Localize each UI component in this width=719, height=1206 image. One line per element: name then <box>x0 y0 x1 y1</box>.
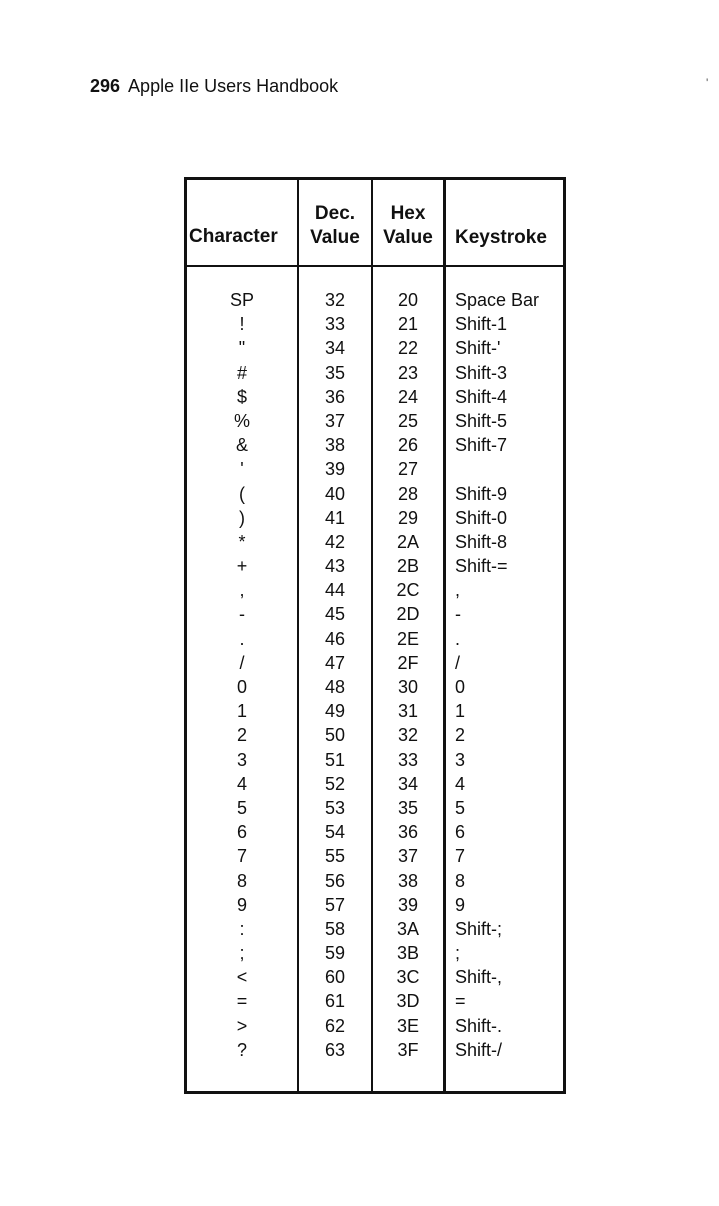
dec-value-cell: 36 <box>324 386 346 407</box>
keystroke-cell: Shift-9 <box>455 483 508 504</box>
hex-value-cell: 2E <box>396 628 420 649</box>
column-header-hex-line2: Value <box>383 227 433 248</box>
dec-value-cell: 41 <box>324 507 346 528</box>
dec-value-cell: 62 <box>324 1015 346 1036</box>
character-cell: ; <box>239 943 245 964</box>
character-cell: : <box>239 918 245 939</box>
dec-value-cell: 33 <box>324 314 346 335</box>
character-cell: 6 <box>236 822 247 843</box>
character-cell: 2 <box>236 725 247 746</box>
dec-value-cell: 51 <box>324 749 346 770</box>
header-divider <box>187 265 563 267</box>
dec-value-cell: 56 <box>324 870 346 891</box>
hex-value-cell: 3B <box>396 943 420 964</box>
hex-value-cell: 30 <box>397 677 419 697</box>
character-cell: $ <box>236 386 247 407</box>
keystroke-cell: Shift-8 <box>455 531 508 552</box>
column-header-hex-line1: Hex <box>390 203 426 224</box>
table-row <box>187 506 563 530</box>
keystroke-cell: Shift-4 <box>455 386 508 407</box>
character-cell: 1 <box>236 701 247 722</box>
character-cell: " <box>238 338 246 359</box>
table-row <box>187 409 563 433</box>
character-code-table <box>184 177 566 1094</box>
table-row <box>187 627 563 651</box>
dec-value-cell: 42 <box>324 531 346 552</box>
character-cell: % <box>233 410 250 431</box>
dec-value-cell: 35 <box>324 362 346 383</box>
table-row <box>187 433 563 457</box>
character-cell: / <box>239 652 245 673</box>
table-row <box>187 554 563 578</box>
table-row <box>187 748 563 772</box>
table-row <box>187 1014 563 1038</box>
dec-value-cell: 49 <box>324 701 346 722</box>
hex-value-cell: 27 <box>397 459 419 480</box>
table-row <box>187 965 563 989</box>
hex-value-cell: 38 <box>397 870 419 891</box>
hex-value-cell: 32 <box>397 725 419 746</box>
keystroke-cell: = <box>455 991 466 1012</box>
column-header-character-label: Character <box>189 226 278 247</box>
table-row <box>187 385 563 409</box>
hex-value-cell: 26 <box>397 435 419 456</box>
column-header-dec-value <box>299 202 371 250</box>
keystroke-cell: Shift-0 <box>455 507 508 528</box>
table-row <box>187 482 563 506</box>
character-cell: 0 <box>236 677 247 697</box>
character-cell: . <box>239 628 245 649</box>
keystroke-cell: Shift-= <box>455 556 508 577</box>
character-cell: * <box>238 531 246 552</box>
keystroke-cell: Shift-3 <box>455 362 508 383</box>
keystroke-cell: 4 <box>455 773 466 794</box>
keystroke-cell: Shift-1 <box>455 314 508 335</box>
hex-value-cell: 21 <box>397 314 419 335</box>
character-cell: ) <box>239 507 245 528</box>
stray-mark: ' <box>706 76 709 90</box>
keystroke-cell: , <box>455 580 461 601</box>
hex-value-cell: 24 <box>397 386 419 407</box>
hex-value-cell: 39 <box>397 894 419 915</box>
table-row <box>187 336 563 360</box>
dec-value-cell: 32 <box>324 290 346 310</box>
hex-value-cell: 20 <box>397 290 419 310</box>
dec-value-cell: 63 <box>324 1039 346 1060</box>
hex-value-cell: 35 <box>397 797 419 818</box>
table-row <box>187 699 563 723</box>
hex-value-cell: 37 <box>397 846 419 867</box>
character-cell: > <box>236 1015 248 1036</box>
table-row <box>187 844 563 868</box>
hex-value-cell: 29 <box>397 507 419 528</box>
character-cell: 4 <box>236 773 247 794</box>
table-row <box>187 820 563 844</box>
dec-value-cell: 61 <box>324 991 346 1012</box>
character-cell: & <box>235 435 248 456</box>
hex-value-cell: 36 <box>397 822 419 843</box>
hex-value-cell: 2D <box>396 604 420 625</box>
character-cell: 8 <box>236 870 247 891</box>
character-cell: SP <box>229 290 254 310</box>
dec-value-cell: 34 <box>324 338 346 359</box>
character-cell: # <box>236 362 247 383</box>
table-row <box>187 288 563 312</box>
column-header-character <box>187 225 299 249</box>
table-row <box>187 578 563 602</box>
dec-value-cell: 45 <box>324 604 346 625</box>
dec-value-cell: 54 <box>324 822 346 843</box>
table-row <box>187 989 563 1013</box>
table-body <box>187 288 563 1062</box>
hex-value-cell: 23 <box>397 362 419 383</box>
keystroke-cell: - <box>455 604 461 625</box>
hex-value-cell: 31 <box>397 701 419 722</box>
table-row <box>187 312 563 336</box>
keystroke-cell: ; <box>455 943 461 964</box>
keystroke-cell: Shift-, <box>455 967 503 988</box>
column-header-keystroke-label: Keystroke <box>455 227 547 248</box>
table-row <box>187 772 563 796</box>
keystroke-cell: Space Bar <box>455 290 540 310</box>
character-cell: = <box>236 991 248 1012</box>
column-header-hex-value <box>373 202 443 250</box>
dec-value-cell: 38 <box>324 435 346 456</box>
dec-value-cell: 46 <box>324 628 346 649</box>
hex-value-cell: 3C <box>396 967 420 988</box>
table-row <box>187 457 563 481</box>
hex-value-cell: 2B <box>396 556 420 577</box>
keystroke-cell: 5 <box>455 797 466 818</box>
keystroke-cell: Shift-; <box>455 918 503 939</box>
keystroke-cell: 6 <box>455 822 466 843</box>
hex-value-cell: 28 <box>397 483 419 504</box>
keystroke-cell: 7 <box>455 846 466 867</box>
dec-value-cell: 58 <box>324 918 346 939</box>
table-row <box>187 651 563 675</box>
table-row <box>187 530 563 554</box>
column-header-dec-line1: Dec. <box>314 203 356 224</box>
keystroke-cell: Shift-7 <box>455 435 508 456</box>
dec-value-cell: 39 <box>324 459 346 480</box>
table-row <box>187 1038 563 1062</box>
keystroke-cell: Shift-5 <box>455 410 508 431</box>
page-number: 296 <box>90 76 121 96</box>
table-row <box>187 723 563 747</box>
dec-value-cell: 59 <box>324 943 346 964</box>
dec-value-cell: 37 <box>324 410 346 431</box>
table-row <box>187 869 563 893</box>
hex-value-cell: 3A <box>396 918 420 939</box>
character-cell: 5 <box>236 797 247 818</box>
dec-value-cell: 53 <box>324 797 346 818</box>
keystroke-cell: / <box>455 652 461 673</box>
keystroke-cell: 9 <box>455 894 466 915</box>
dec-value-cell: 57 <box>324 894 346 915</box>
keystroke-cell: Shift-' <box>455 338 501 359</box>
hex-value-cell: 25 <box>397 410 419 431</box>
keystroke-cell: . <box>455 628 461 649</box>
character-cell: ( <box>239 483 245 504</box>
character-cell: 9 <box>236 894 247 915</box>
keystroke-cell: 3 <box>455 749 466 770</box>
character-cell: , <box>239 580 245 601</box>
hex-value-cell: 34 <box>397 773 419 794</box>
table-row <box>187 675 563 699</box>
character-cell: ! <box>239 314 245 335</box>
dec-value-cell: 43 <box>324 556 346 577</box>
column-header-dec-line2: Value <box>310 227 360 248</box>
keystroke-cell: 2 <box>455 725 466 746</box>
keystroke-cell: 1 <box>455 701 466 722</box>
dec-value-cell: 40 <box>324 483 346 504</box>
running-head <box>90 76 338 97</box>
column-header-keystroke <box>446 226 575 250</box>
dec-value-cell: 52 <box>324 773 346 794</box>
keystroke-cell: Shift-. <box>455 1015 503 1036</box>
hex-value-cell: 3F <box>397 1039 419 1060</box>
table-row <box>187 941 563 965</box>
dec-value-cell: 55 <box>324 846 346 867</box>
dec-value-cell: 48 <box>324 677 346 697</box>
table-row <box>187 796 563 820</box>
hex-value-cell: 2F <box>397 652 419 673</box>
table-row <box>187 602 563 626</box>
character-cell: + <box>236 556 248 577</box>
book-title: Apple IIe Users Handbook <box>128 76 339 96</box>
hex-value-cell: 22 <box>397 338 419 359</box>
dec-value-cell: 44 <box>324 580 346 601</box>
character-cell: - <box>239 604 245 625</box>
dec-value-cell: 50 <box>324 725 346 746</box>
character-cell: 3 <box>236 749 247 770</box>
dec-value-cell: 60 <box>324 967 346 988</box>
character-cell: < <box>236 967 248 988</box>
keystroke-cell: 8 <box>455 870 466 891</box>
character-cell: ' <box>240 459 244 480</box>
keystroke-cell: 0 <box>455 677 466 697</box>
character-cell: 7 <box>236 846 247 867</box>
hex-value-cell: 2A <box>396 531 420 552</box>
hex-value-cell: 33 <box>397 749 419 770</box>
table-row <box>187 893 563 917</box>
keystroke-cell: Shift-/ <box>455 1039 503 1060</box>
character-cell: ? <box>236 1039 247 1060</box>
hex-value-cell: 2C <box>396 580 420 601</box>
table-row <box>187 917 563 941</box>
hex-value-cell: 3D <box>396 991 420 1012</box>
table-row <box>187 361 563 385</box>
dec-value-cell: 47 <box>324 652 346 673</box>
hex-value-cell: 3E <box>396 1015 420 1036</box>
